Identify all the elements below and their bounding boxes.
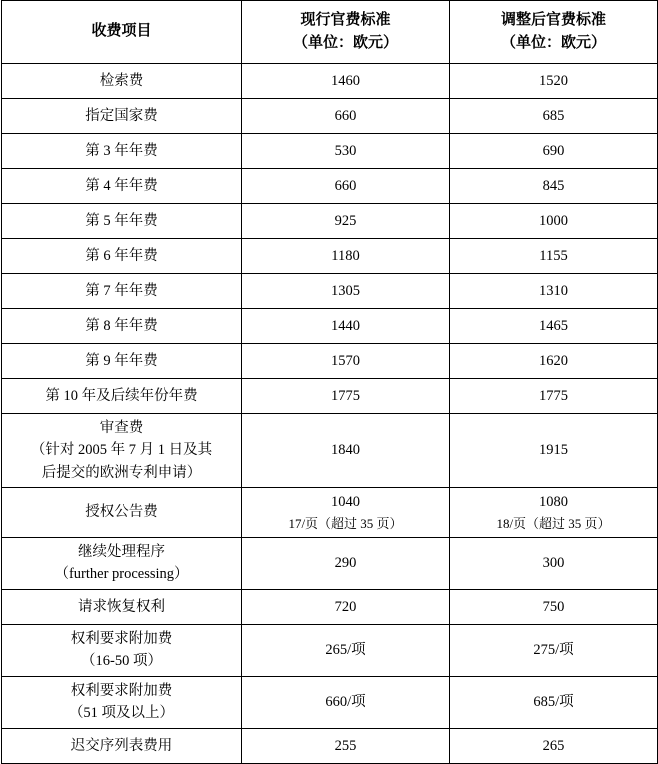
cell-adjusted-fee bbox=[450, 204, 658, 239]
table-row bbox=[2, 676, 658, 728]
cell-item bbox=[2, 239, 242, 274]
cell-adjusted-line: 1465 bbox=[539, 317, 568, 334]
cell-current-line: 530 bbox=[334, 142, 357, 159]
table-row bbox=[2, 344, 658, 379]
cell-item-line: 权利要求附加费 bbox=[70, 682, 173, 699]
cell-current-line: 1305 bbox=[331, 282, 360, 299]
cell-current-fee bbox=[242, 134, 450, 169]
cell-item bbox=[2, 624, 242, 676]
cell-adjusted-fee bbox=[450, 379, 658, 414]
cell-item bbox=[2, 309, 242, 344]
header-item-line1: 收费项目 bbox=[91, 23, 152, 40]
cell-current-line: 660 bbox=[334, 177, 357, 194]
cell-item-line: 授权公告费 bbox=[85, 504, 158, 521]
cell-adjusted-fee bbox=[450, 488, 658, 538]
cell-item-line: （further processing） bbox=[54, 566, 189, 583]
cell-adjusted-line: 1000 bbox=[539, 212, 568, 229]
cell-current-fee bbox=[242, 624, 450, 676]
cell-adjusted-fee bbox=[450, 64, 658, 99]
cell-item-line: 第 10 年及后续年份年费 bbox=[45, 387, 198, 404]
cell-adjusted-line: 1155 bbox=[539, 247, 568, 264]
cell-item-line: 权利要求附加费 bbox=[70, 630, 173, 647]
cell-adjusted-fee bbox=[450, 134, 658, 169]
cell-adjusted-fee bbox=[450, 239, 658, 274]
cell-item bbox=[2, 538, 242, 590]
table-row bbox=[2, 64, 658, 99]
cell-item-line: 迟交序列表费用 bbox=[70, 737, 173, 754]
cell-item-line: （针对 2005 年 7 月 1 日及其 bbox=[30, 442, 213, 459]
cell-item bbox=[2, 414, 242, 488]
cell-adjusted-line: 685 bbox=[542, 107, 565, 124]
cell-current-line: 290 bbox=[334, 555, 357, 572]
cell-current-line: 1570 bbox=[331, 352, 360, 369]
header-cell-item bbox=[2, 1, 242, 64]
cell-adjusted-fee bbox=[450, 676, 658, 728]
cell-item bbox=[2, 488, 242, 538]
cell-adjusted-line: 1310 bbox=[539, 282, 568, 299]
cell-item bbox=[2, 344, 242, 379]
table-row bbox=[2, 728, 658, 763]
table-row bbox=[2, 204, 658, 239]
cell-adjusted-fee bbox=[450, 309, 658, 344]
cell-adjusted-line: 685/项 bbox=[533, 694, 574, 711]
cell-current-line: 660 bbox=[334, 107, 357, 124]
table-header bbox=[2, 1, 658, 64]
cell-item-line: 后提交的欧洲专利申请） bbox=[41, 464, 202, 481]
cell-adjusted-fee bbox=[450, 344, 658, 379]
cell-adjusted-line: 1775 bbox=[539, 387, 568, 404]
cell-adjusted-fee bbox=[450, 169, 658, 204]
cell-current-fee bbox=[242, 414, 450, 488]
cell-current-fee bbox=[242, 538, 450, 590]
cell-current-fee bbox=[242, 344, 450, 379]
table-row bbox=[2, 239, 658, 274]
cell-adjusted-line: 1080 bbox=[539, 494, 568, 511]
cell-current-line: 265/项 bbox=[325, 642, 366, 659]
cell-item bbox=[2, 204, 242, 239]
cell-item-line: 第 8 年年费 bbox=[85, 317, 158, 334]
cell-current-line: 720 bbox=[334, 598, 357, 615]
cell-adjusted-fee bbox=[450, 538, 658, 590]
cell-adjusted-line: 1915 bbox=[539, 442, 568, 459]
cell-current-line: 1040 bbox=[331, 494, 360, 511]
fee-schedule-table bbox=[1, 0, 658, 764]
header-current-line1: 现行官费标准 bbox=[300, 11, 391, 28]
cell-adjusted-fee bbox=[450, 589, 658, 624]
cell-current-fee bbox=[242, 99, 450, 134]
cell-current-fee bbox=[242, 676, 450, 728]
cell-current-line: 1775 bbox=[331, 387, 360, 404]
cell-current-fee bbox=[242, 239, 450, 274]
cell-adjusted-line: 275/项 bbox=[533, 642, 574, 659]
cell-current-fee bbox=[242, 309, 450, 344]
cell-item bbox=[2, 676, 242, 728]
cell-current-line: 1460 bbox=[331, 72, 360, 89]
cell-adjusted-line: 18/页（超过 35 页） bbox=[496, 515, 611, 531]
cell-item-line: 第 3 年年费 bbox=[85, 142, 158, 159]
table-row bbox=[2, 538, 658, 590]
cell-adjusted-fee bbox=[450, 624, 658, 676]
cell-adjusted-fee bbox=[450, 99, 658, 134]
cell-item-line: 第 6 年年费 bbox=[85, 247, 158, 264]
cell-adjusted-line: 300 bbox=[542, 555, 565, 572]
cell-adjusted-fee bbox=[450, 274, 658, 309]
cell-item bbox=[2, 379, 242, 414]
cell-current-line: 1840 bbox=[331, 442, 360, 459]
cell-current-fee bbox=[242, 728, 450, 763]
header-cell-current bbox=[242, 1, 450, 64]
cell-current-fee bbox=[242, 204, 450, 239]
cell-current-fee bbox=[242, 169, 450, 204]
header-adjusted-line2: （单位：欧元） bbox=[500, 35, 606, 51]
cell-item bbox=[2, 589, 242, 624]
cell-adjusted-line: 750 bbox=[542, 598, 565, 615]
header-current-line2: （单位：欧元） bbox=[292, 35, 398, 51]
cell-current-line: 660/项 bbox=[325, 694, 366, 711]
cell-adjusted-fee bbox=[450, 414, 658, 488]
cell-current-fee bbox=[242, 64, 450, 99]
header-adjusted-line1: 调整后官费标准 bbox=[500, 11, 606, 28]
cell-adjusted-line: 265 bbox=[542, 737, 565, 754]
cell-item-line: 第 4 年年费 bbox=[85, 177, 158, 194]
cell-item bbox=[2, 134, 242, 169]
cell-item-line: （51 项及以上） bbox=[68, 705, 175, 722]
cell-item bbox=[2, 169, 242, 204]
cell-item-line: 检索费 bbox=[99, 72, 144, 89]
cell-adjusted-line: 1620 bbox=[539, 352, 568, 369]
cell-item-line: 请求恢复权利 bbox=[78, 598, 165, 615]
table-body bbox=[2, 64, 658, 764]
cell-current-line: 925 bbox=[334, 212, 357, 229]
cell-current-line: 1180 bbox=[331, 247, 360, 264]
cell-item bbox=[2, 728, 242, 763]
table-row bbox=[2, 169, 658, 204]
cell-current-fee bbox=[242, 274, 450, 309]
cell-current-fee bbox=[242, 379, 450, 414]
cell-adjusted-fee bbox=[450, 728, 658, 763]
cell-item-line: 审查费 bbox=[99, 420, 144, 436]
cell-item-line: 第 5 年年费 bbox=[85, 212, 158, 229]
cell-current-line: 17/页（超过 35 页） bbox=[288, 515, 403, 531]
cell-current-line: 255 bbox=[334, 737, 357, 754]
table-row bbox=[2, 379, 658, 414]
cell-current-fee bbox=[242, 488, 450, 538]
cell-item-line: 指定国家费 bbox=[85, 107, 158, 124]
table-row bbox=[2, 309, 658, 344]
cell-item bbox=[2, 99, 242, 134]
cell-item-line: 第 9 年年费 bbox=[85, 352, 158, 369]
cell-current-fee bbox=[242, 589, 450, 624]
cell-adjusted-line: 1520 bbox=[539, 72, 568, 89]
cell-item-line: 第 7 年年费 bbox=[85, 282, 158, 299]
header-row bbox=[2, 1, 658, 64]
cell-current-line: 1440 bbox=[331, 317, 360, 334]
table-row bbox=[2, 274, 658, 309]
table-row bbox=[2, 624, 658, 676]
table-row bbox=[2, 414, 658, 488]
cell-item bbox=[2, 274, 242, 309]
cell-item-line: 继续处理程序 bbox=[78, 544, 165, 561]
table-row bbox=[2, 134, 658, 169]
cell-item bbox=[2, 64, 242, 99]
cell-adjusted-line: 845 bbox=[542, 177, 565, 194]
cell-adjusted-line: 690 bbox=[542, 142, 565, 159]
header-cell-adjusted bbox=[450, 1, 658, 64]
table-row bbox=[2, 488, 658, 538]
cell-item-line: （16-50 项） bbox=[81, 653, 162, 670]
table-row bbox=[2, 99, 658, 134]
table-row bbox=[2, 589, 658, 624]
